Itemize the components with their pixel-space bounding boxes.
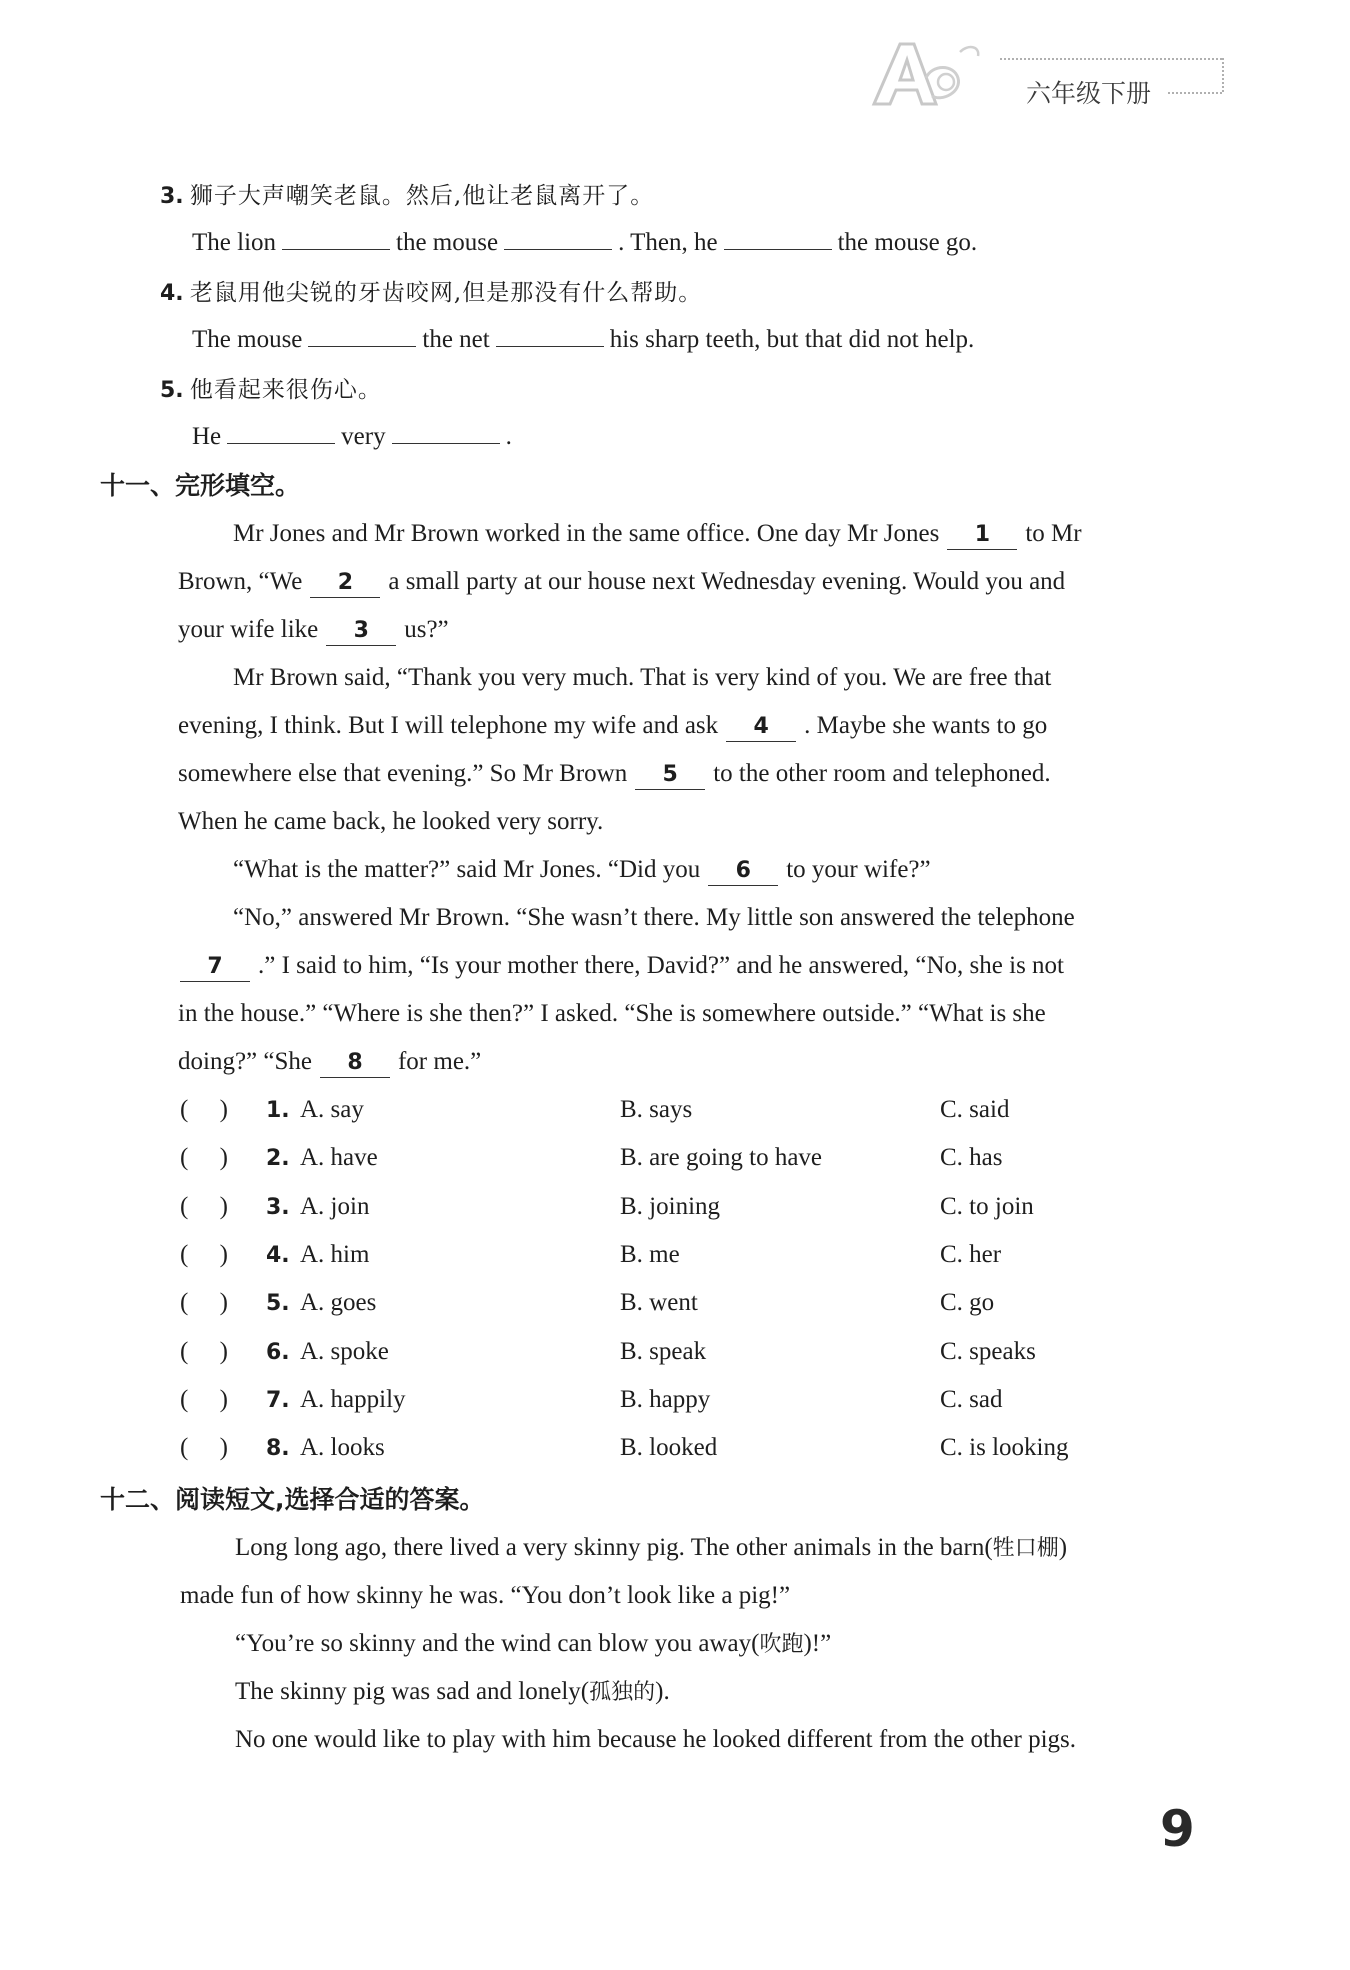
option-c[interactable]: C. sad	[940, 1386, 1003, 1413]
option-b[interactable]: B. looked	[620, 1434, 718, 1461]
cloze-p4-line3: in the house.” “Where is she then?” I asked. “She is somewhere outside.” “What is she	[178, 1000, 1046, 1027]
answer-bracket[interactable]: ( )	[180, 1338, 228, 1365]
option-b[interactable]: B. happy	[620, 1386, 711, 1413]
reading-line5: No one would like to play with him because he looked different from the other pigs.	[235, 1726, 1077, 1753]
option-a[interactable]: A. join	[300, 1193, 370, 1220]
cloze-p2-line3: somewhere else that evening.” So Mr Brown 5 to the other room and telephoned.	[178, 758, 1051, 790]
section-11-title: 十一、完形填空。	[100, 471, 301, 500]
answer-bracket[interactable]: ( )	[180, 1386, 228, 1413]
option-c[interactable]: C. has	[940, 1144, 1003, 1171]
option-a[interactable]: A. say	[300, 1096, 364, 1123]
question-number: 7.	[266, 1388, 290, 1413]
header-rule-top	[1000, 58, 1222, 60]
cloze-p4-line4: doing?” “She 8 for me.”	[178, 1046, 481, 1078]
question-number: 2.	[266, 1146, 290, 1171]
option-a[interactable]: A. goes	[300, 1289, 377, 1316]
cloze-p3-line1: “What is the matter?” said Mr Jones. “Did you 6 to your wife?”	[233, 854, 931, 886]
option-b[interactable]: B. went	[620, 1289, 698, 1316]
answer-bracket[interactable]: ( )	[180, 1289, 228, 1316]
translation-item-5-answer: He very .	[192, 423, 512, 450]
cloze-p4-line2: 7 .” I said to him, “Is your mother there, David?” and he answered, “No, she is not	[172, 950, 1064, 982]
reading-line1: Long long ago, there lived a very skinny pig. The other animals in the barn(牲口棚)	[235, 1534, 1068, 1561]
section-12-title: 十二、阅读短文,选择合适的答案。	[100, 1485, 485, 1514]
option-c[interactable]: C. her	[940, 1241, 1002, 1268]
answer-blank[interactable]	[496, 324, 604, 347]
answer-blank[interactable]	[392, 421, 500, 444]
question-number: 6.	[266, 1340, 290, 1365]
option-a[interactable]: A. spoke	[300, 1338, 389, 1365]
question-number: 1.	[266, 1098, 290, 1123]
page-number: 9	[1160, 1800, 1195, 1858]
cloze-blank-5[interactable]: 5	[635, 761, 705, 790]
question-number: 5.	[266, 1291, 290, 1316]
a-plus-logo	[866, 38, 998, 110]
question-number: 3.	[266, 1195, 290, 1220]
cloze-blank-2[interactable]: 2	[310, 569, 380, 598]
answer-blank[interactable]	[504, 227, 612, 250]
cloze-blank-3[interactable]: 3	[326, 617, 396, 646]
grade-label: 六年级下册	[1026, 79, 1152, 108]
translation-item-4-prompt: 4. 老鼠用他尖锐的牙齿咬网,但是那没有什么帮助。	[160, 280, 703, 306]
option-a[interactable]: A. looks	[300, 1434, 385, 1461]
answer-blank[interactable]	[227, 421, 335, 444]
translation-item-4-answer: The mouse the net his sharp teeth, but that did not help.	[192, 326, 975, 353]
option-c[interactable]: C. to join	[940, 1193, 1034, 1220]
answer-bracket[interactable]: ( )	[180, 1241, 228, 1268]
answer-bracket[interactable]: ( )	[180, 1193, 228, 1220]
cloze-p1-line1: Mr Jones and Mr Brown worked in the same office. One day Mr Jones 1 to Mr	[233, 518, 1082, 550]
cloze-blank-1[interactable]: 1	[947, 521, 1017, 550]
option-b[interactable]: B. me	[620, 1241, 680, 1268]
cloze-blank-7[interactable]: 7	[180, 953, 250, 982]
cloze-blank-6[interactable]: 6	[708, 857, 778, 886]
reading-line4: The skinny pig was sad and lonely(孤独的).	[235, 1678, 670, 1705]
reading-line3: “You’re so skinny and the wind can blow you away(吹跑)!”	[235, 1630, 832, 1657]
cloze-blank-8[interactable]: 8	[320, 1049, 390, 1078]
answer-blank[interactable]	[308, 324, 416, 347]
option-c[interactable]: C. said	[940, 1096, 1010, 1123]
header-rule-bottom	[1168, 92, 1222, 94]
answer-bracket[interactable]: ( )	[180, 1144, 228, 1171]
option-c[interactable]: C. go	[940, 1289, 995, 1316]
cloze-p2-line1: Mr Brown said, “Thank you very much. That is very kind of you. We are free that	[233, 664, 1052, 691]
translation-item-3-answer: The lion the mouse . Then, he the mouse go.	[192, 229, 978, 256]
question-number: 4.	[266, 1243, 290, 1268]
answer-blank[interactable]	[724, 227, 832, 250]
cloze-p1-line3: your wife like 3 us?”	[178, 614, 449, 646]
cloze-blank-4[interactable]: 4	[726, 713, 796, 742]
header-rule-side	[1222, 58, 1224, 92]
reading-line2: made fun of how skinny he was. “You don’t look like a pig!”	[180, 1582, 791, 1609]
cloze-p2-line2: evening, I think. But I will telephone my wife and ask 4 . Maybe she wants to go	[178, 710, 1047, 742]
answer-bracket[interactable]: ( )	[180, 1434, 228, 1461]
answer-bracket[interactable]: ( )	[180, 1096, 228, 1123]
cloze-p1-line2: Brown, “We 2 a small party at our house next Wednesday evening. Would you and	[178, 566, 1065, 598]
option-c[interactable]: C. speaks	[940, 1338, 1036, 1365]
cloze-p2-line4: When he came back, he looked very sorry.	[178, 808, 604, 835]
translation-item-3-prompt: 3. 狮子大声嘲笑老鼠。然后,他让老鼠离开了。	[160, 183, 655, 209]
option-c[interactable]: C. is looking	[940, 1434, 1069, 1461]
question-number: 8.	[266, 1436, 290, 1461]
option-b[interactable]: B. joining	[620, 1193, 721, 1220]
option-b[interactable]: B. says	[620, 1096, 693, 1123]
option-b[interactable]: B. speak	[620, 1338, 707, 1365]
cloze-p4-line1: “No,” answered Mr Brown. “She wasn’t there. My little son answered the telephone	[233, 904, 1075, 931]
option-a[interactable]: A. him	[300, 1241, 370, 1268]
answer-blank[interactable]	[282, 227, 390, 250]
translation-item-5-prompt: 5. 他看起来很伤心。	[160, 377, 382, 403]
option-b[interactable]: B. are going to have	[620, 1144, 823, 1171]
option-a[interactable]: A. have	[300, 1144, 378, 1171]
option-a[interactable]: A. happily	[300, 1386, 406, 1413]
